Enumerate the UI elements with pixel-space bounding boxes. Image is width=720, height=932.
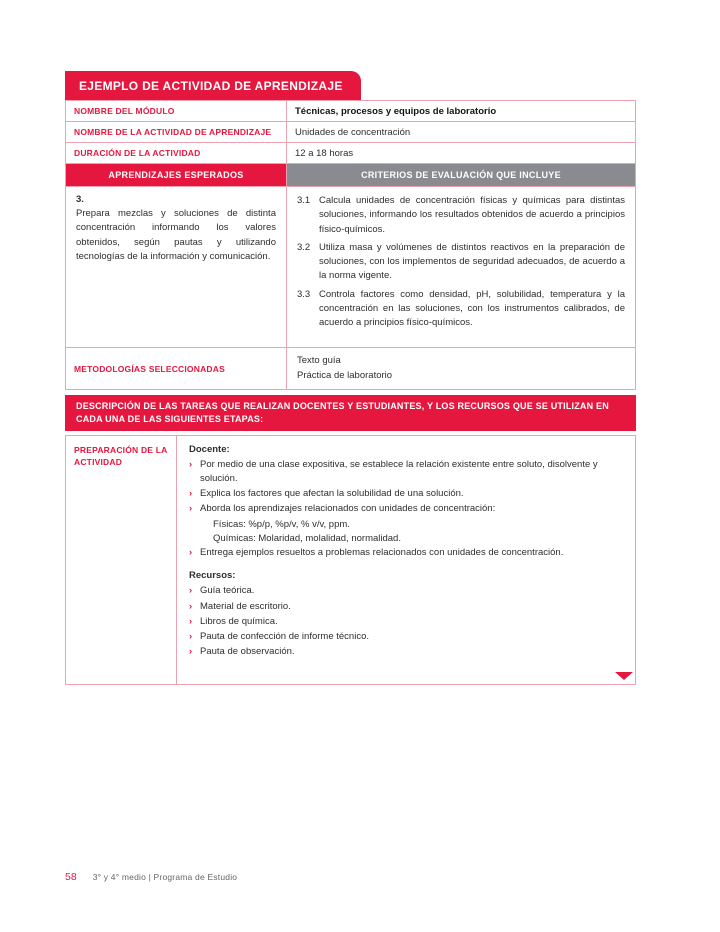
list-item: [189, 502, 623, 516]
bullet-icon: ›: [189, 631, 193, 643]
list-item: [189, 546, 623, 560]
preparation-label: PREPARACIÓN DE LA ACTIVIDAD: [74, 444, 168, 468]
activity-info-table: [65, 100, 636, 390]
duration-label: DURACIÓN DE LA ACTIVIDAD: [74, 148, 201, 158]
list-item-text: Aborda los aprendizajes relacionados con unidades de concentración:: [200, 503, 496, 515]
criterion-number: 3.2: [297, 241, 311, 253]
continuation-arrow-icon: [615, 672, 633, 680]
learning-criteria-row: [66, 186, 635, 347]
methodology-item: Texto guía: [297, 355, 341, 366]
bullet-icon: ›: [189, 646, 193, 658]
criterion-text: Calcula unidades de concentración físicas y químicas para distintas soluciones, informando los resultados obtenidos de acuerdo a principios físico-químicos.: [319, 195, 625, 235]
sub-list-item: Químicas: Molaridad, molalidad, normalidad.: [213, 532, 401, 544]
list-item-text: Entrega ejemplos resueltos a problemas relacionados con unidades de concentración.: [200, 547, 564, 559]
list-item-text: Explica los factores que afectan la solubilidad de una solución.: [200, 488, 464, 500]
criterion-text: Controla factores como densidad, pH, solubilidad, temperatura y la concentración en las soluciones, con los instrumentos calibrados, de acuerdo a principios físico-químicos.: [319, 288, 625, 328]
criterion-item: [297, 194, 625, 237]
expected-learning-cell: [66, 187, 286, 347]
activity-name-value: Unidades de concentración: [286, 122, 635, 142]
list-item: [189, 645, 623, 659]
expected-learnings-header: APRENDIZAJES ESPERADOS: [66, 164, 286, 186]
methodology-item: Práctica de laboratorio: [297, 369, 393, 381]
module-value: Técnicas, procesos y equipos de laboratorio: [286, 101, 635, 121]
tasks-description-banner: DESCRIPCIÓN DE LAS TAREAS QUE REALIZAN DOCENTES Y ESTUDIANTES, Y LOS RECURSOS QUE SE UTILIZAN EN CADA UNA DE LAS SIGUIENTES ETAPAS:: [65, 395, 636, 430]
bullet-icon: ›: [189, 458, 193, 470]
list-item-text: Libros de química.: [200, 615, 278, 627]
list-item: [189, 630, 623, 644]
content-area: [65, 71, 636, 685]
expected-learning-number: 3.: [76, 194, 84, 205]
list-item: [189, 584, 623, 598]
list-item-text: Guía teórica.: [200, 585, 255, 597]
recursos-heading: Recursos:: [189, 570, 236, 582]
activity-example-title: EJEMPLO DE ACTIVIDAD DE APRENDIZAJE: [65, 71, 361, 100]
methodologies-row: [66, 347, 635, 389]
methodologies-label: METODOLOGÍAS SELECCIONADAS: [74, 363, 225, 374]
duration-value: 12 a 18 horas: [286, 143, 635, 163]
page-footer: [65, 871, 237, 883]
list-item: [189, 458, 623, 487]
list-item: [189, 487, 623, 501]
criterion-item: [297, 288, 625, 331]
criterion-text: Utiliza masa y volúmenes de distintos reactivos en la preparación de soluciones, con los implementos de seguridad adecuados, de acuerdo a la norma vigente.: [319, 241, 625, 282]
bullet-icon: ›: [189, 600, 193, 612]
list-item: [189, 615, 623, 629]
expected-learning-text: Prepara mezclas y soluciones de distinta concentración informando los valores obtenidos, según pautas y utilizando tecnologías de la información y comunicación.: [76, 208, 276, 262]
bullet-icon: ›: [189, 488, 193, 500]
criterion-number: 3.1: [297, 195, 311, 206]
criteria-cell: [286, 187, 635, 347]
table-row-duration: [66, 142, 635, 163]
methodologies-value: [286, 348, 635, 389]
table-row-activity-name: [66, 121, 635, 142]
list-item-text: Por medio de una clase expositiva, se establece la relación existente entre soluto, disolvente y solución.: [200, 458, 598, 484]
module-label: NOMBRE DEL MÓDULO: [74, 106, 175, 116]
list-item-text: Material de escritorio.: [200, 600, 291, 612]
list-item: [189, 600, 623, 614]
sub-list-item: Físicas: %p/p, %p/v, % v/v, ppm.: [213, 518, 350, 530]
activity-name-label: NOMBRE DE LA ACTIVIDAD DE APRENDIZAJE: [74, 127, 272, 137]
bullet-icon: ›: [189, 585, 193, 597]
list-item-text: Pauta de confección de informe técnico.: [200, 631, 369, 643]
preparation-section: [65, 435, 636, 685]
column-header-row: [66, 163, 635, 186]
bullet-icon: ›: [189, 615, 193, 627]
bullet-icon: ›: [189, 503, 193, 515]
footer-text: 3° y 4° medio | Programa de Estudio: [92, 872, 238, 882]
evaluation-criteria-header: CRITERIOS DE EVALUACIÓN QUE INCLUYE: [286, 164, 635, 186]
criterion-item: [297, 241, 625, 284]
preparation-content: [176, 436, 635, 684]
page-number: 58: [65, 871, 77, 883]
table-row-module: [66, 101, 635, 121]
bullet-icon: ›: [189, 547, 193, 559]
docente-heading: Docente:: [189, 443, 230, 455]
list-item-text: Pauta de observación.: [200, 646, 295, 658]
criterion-number: 3.3: [297, 288, 311, 300]
